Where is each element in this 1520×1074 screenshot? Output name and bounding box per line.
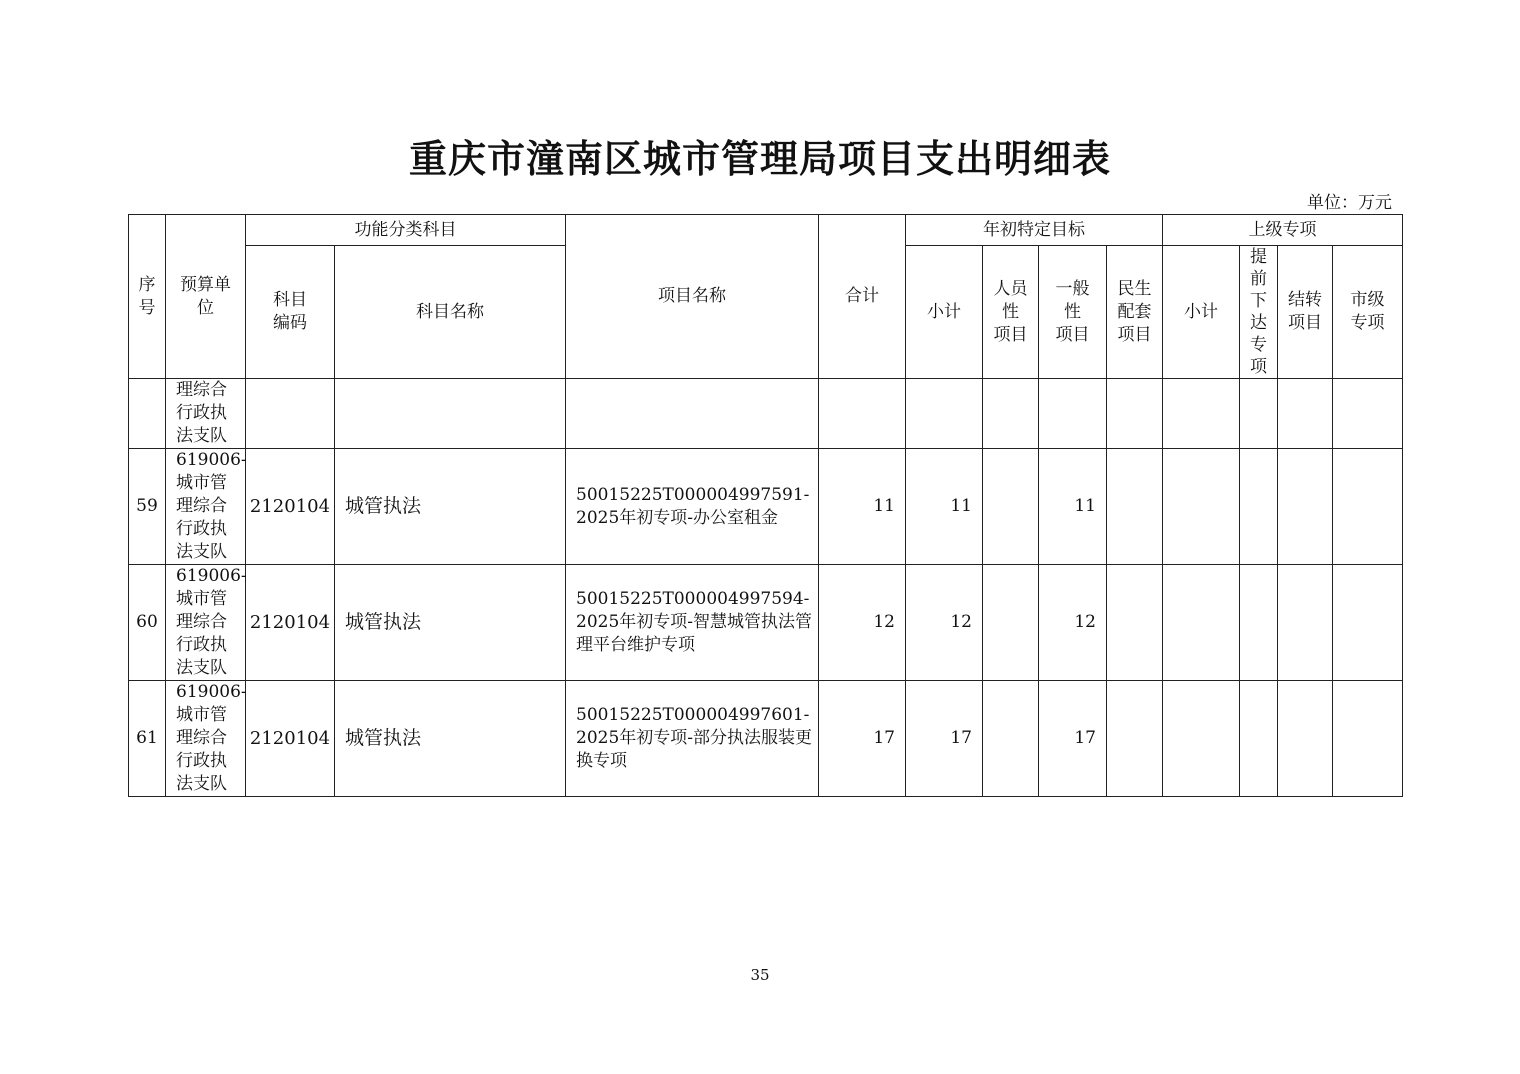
cell-total: 12 bbox=[819, 565, 906, 681]
header-superior-special: 上级专项 bbox=[1163, 215, 1403, 246]
cell-budget-unit: 理综合 行政执 法支队 bbox=[166, 379, 246, 449]
cell-total bbox=[819, 379, 906, 449]
cell-subject-code: 2120104 bbox=[246, 449, 335, 565]
cell-subject-name bbox=[335, 379, 566, 449]
cell-subject-code: 2120104 bbox=[246, 681, 335, 797]
cell-annual-subtotal: 12 bbox=[906, 565, 983, 681]
header-city-special: 市级 专项 bbox=[1333, 246, 1403, 379]
cell-personnel bbox=[983, 379, 1039, 449]
cell-total: 11 bbox=[819, 449, 906, 565]
unit-label: 单位：万元 bbox=[1307, 193, 1392, 213]
cell-seq bbox=[129, 379, 166, 449]
cell-budget-unit: 619006- 城市管 理综合 行政执 法支队 bbox=[166, 565, 246, 681]
cell-general: 12 bbox=[1039, 565, 1107, 681]
cell-advance bbox=[1240, 379, 1278, 449]
cell-city-special bbox=[1333, 449, 1403, 565]
cell-carryover bbox=[1278, 681, 1333, 797]
header-advance-special bbox=[1240, 246, 1278, 379]
header-superior-subtotal: 小计 bbox=[1163, 246, 1240, 379]
header-function-class: 功能分类科目 bbox=[246, 215, 566, 246]
header-annual-subtotal: 小计 bbox=[906, 246, 983, 379]
header-general-project: 一般 性 项目 bbox=[1039, 246, 1107, 379]
cell-personnel bbox=[983, 681, 1039, 797]
cell-subject-code bbox=[246, 379, 335, 449]
header-livelihood-project: 民生 配套 项目 bbox=[1107, 246, 1163, 379]
cell-carryover bbox=[1278, 565, 1333, 681]
cell-city-special bbox=[1333, 379, 1403, 449]
cell-project-name: 50015225T000004997601-2025年初专项-部分执法服装更换专项 bbox=[566, 681, 819, 797]
cell-general: 17 bbox=[1039, 681, 1107, 797]
cell-subject-name: 城管执法 bbox=[335, 565, 566, 681]
cell-advance bbox=[1240, 681, 1278, 797]
header-seq: 序 号 bbox=[129, 215, 166, 379]
table-row bbox=[129, 565, 1403, 681]
cell-city-special bbox=[1333, 565, 1403, 681]
cell-superior-subtotal bbox=[1163, 681, 1240, 797]
cell-general: 11 bbox=[1039, 449, 1107, 565]
page-number: 35 bbox=[750, 966, 770, 984]
cell-budget-unit: 619006- 城市管 理综合 行政执 法支队 bbox=[166, 681, 246, 797]
page-title: 重庆市潼南区城市管理局项目支出明细表 bbox=[408, 136, 1111, 181]
cell-total: 17 bbox=[819, 681, 906, 797]
cell-general bbox=[1039, 379, 1107, 449]
cell-carryover bbox=[1278, 449, 1333, 565]
cell-personnel bbox=[983, 565, 1039, 681]
cell-seq: 61 bbox=[129, 681, 166, 797]
cell-project-name: 50015225T000004997594-2025年初专项-智慧城管执法管理平台维护专项 bbox=[566, 565, 819, 681]
cell-livelihood bbox=[1107, 379, 1163, 449]
cell-project-name: 50015225T000004997591-2025年初专项-办公室租金 bbox=[566, 449, 819, 565]
cell-project-name bbox=[566, 379, 819, 449]
cell-annual-subtotal bbox=[906, 379, 983, 449]
header-advance-special-text: 提前下达专项 bbox=[1250, 247, 1267, 377]
header-project-name: 项目名称 bbox=[566, 215, 819, 379]
header-carryover-project: 结转 项目 bbox=[1278, 246, 1333, 379]
cell-advance bbox=[1240, 449, 1278, 565]
header-annual-target: 年初特定目标 bbox=[906, 215, 1163, 246]
table-row bbox=[129, 681, 1403, 797]
cell-seq: 59 bbox=[129, 449, 166, 565]
header-personnel-project: 人员 性 项目 bbox=[983, 246, 1039, 379]
cell-carryover bbox=[1278, 379, 1333, 449]
header-subject-name: 科目名称 bbox=[335, 246, 566, 379]
cell-subject-name: 城管执法 bbox=[335, 449, 566, 565]
cell-seq: 60 bbox=[129, 565, 166, 681]
cell-livelihood bbox=[1107, 565, 1163, 681]
table-row-continuation bbox=[129, 379, 1403, 449]
cell-subject-code: 2120104 bbox=[246, 565, 335, 681]
table-row bbox=[129, 449, 1403, 565]
cell-superior-subtotal bbox=[1163, 449, 1240, 565]
cell-livelihood bbox=[1107, 681, 1163, 797]
project-expenditure-table bbox=[128, 214, 1403, 797]
cell-budget-unit: 619006- 城市管 理综合 行政执 法支队 bbox=[166, 449, 246, 565]
header-total: 合计 bbox=[819, 215, 906, 379]
cell-subject-name: 城管执法 bbox=[335, 681, 566, 797]
header-subject-code: 科目 编码 bbox=[246, 246, 335, 379]
cell-superior-subtotal bbox=[1163, 379, 1240, 449]
cell-annual-subtotal: 17 bbox=[906, 681, 983, 797]
cell-personnel bbox=[983, 449, 1039, 565]
cell-advance bbox=[1240, 565, 1278, 681]
cell-city-special bbox=[1333, 681, 1403, 797]
header-budget-unit: 预算单 位 bbox=[166, 215, 246, 379]
cell-annual-subtotal: 11 bbox=[906, 449, 983, 565]
cell-livelihood bbox=[1107, 449, 1163, 565]
cell-superior-subtotal bbox=[1163, 565, 1240, 681]
